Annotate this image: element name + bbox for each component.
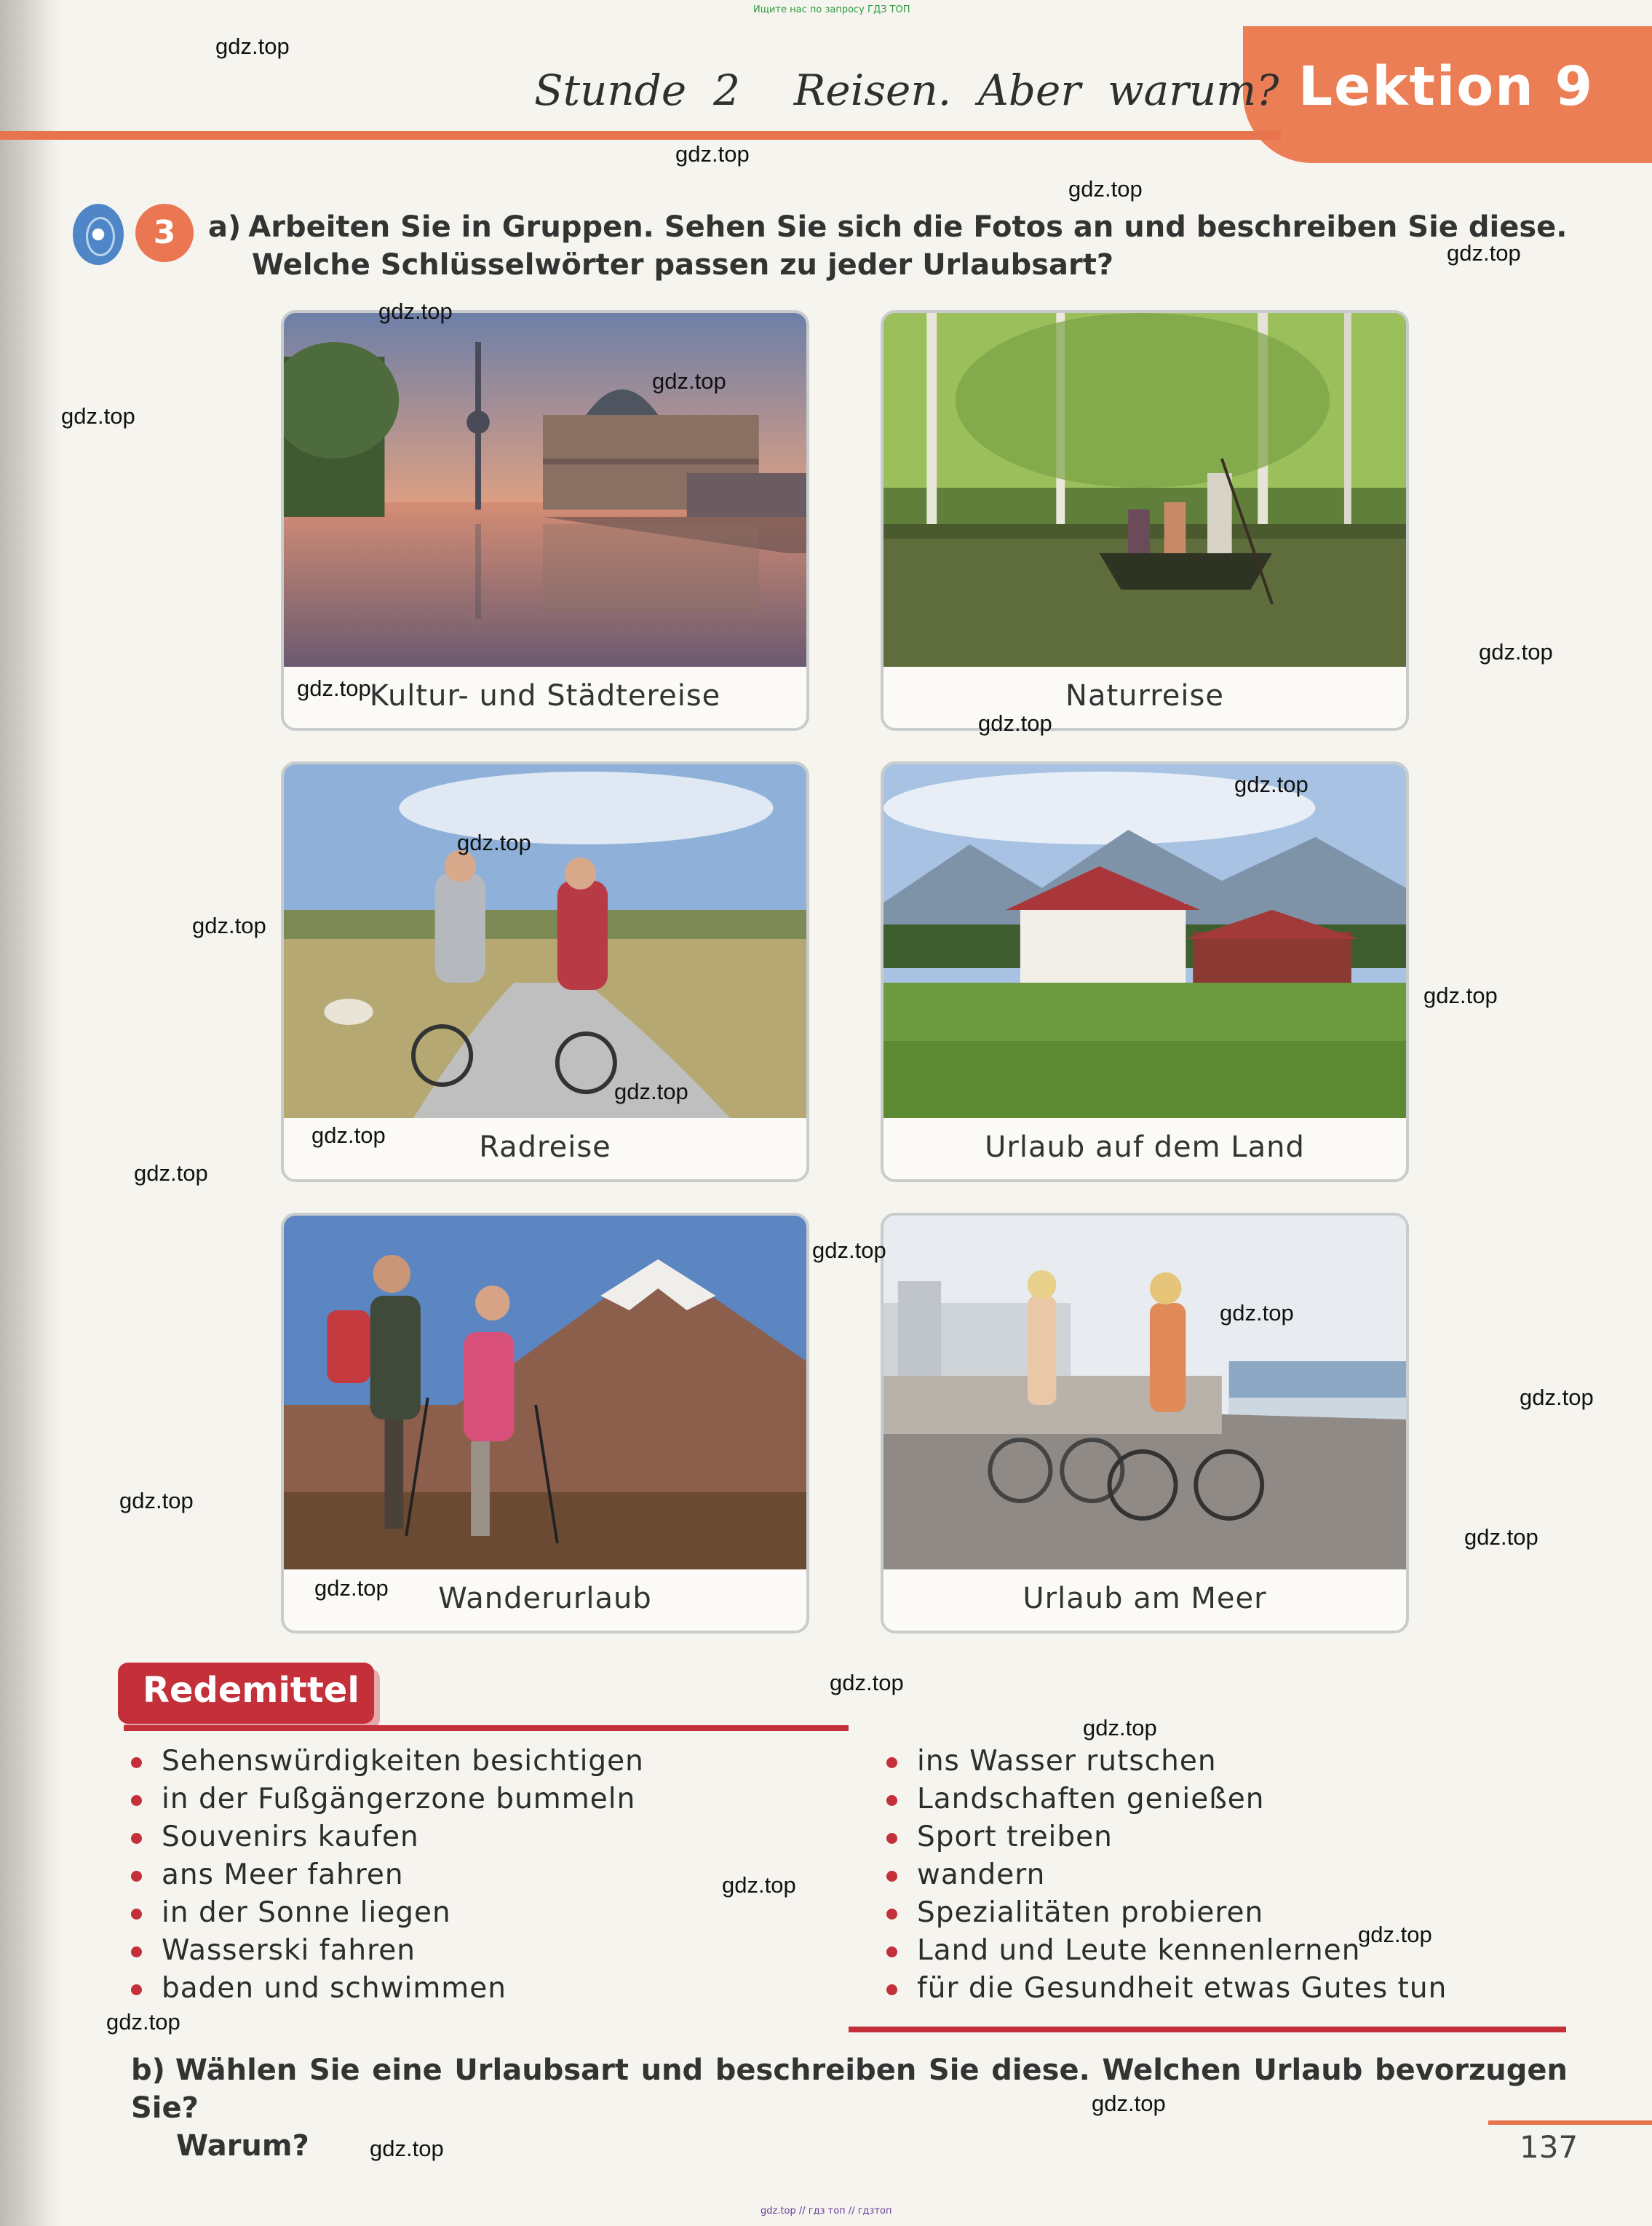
redemittel-header	[118, 1663, 374, 1724]
lesson-title: Lektion 9	[1298, 55, 1595, 118]
redemittel-rule-top	[124, 1725, 849, 1731]
watermark: gdz.top	[1358, 1922, 1432, 1947]
watermark: gdz.top	[1464, 1524, 1538, 1550]
redemittel-list-left	[131, 1743, 644, 2008]
watermark: gdz.top	[106, 2009, 180, 2035]
watermark: gdz.top	[215, 33, 290, 59]
card-caption-city: Kultur- und Städtereise	[369, 679, 721, 713]
watermark: gdz.top	[370, 2136, 444, 2161]
header-rule	[0, 131, 1281, 140]
photo-card-countryside	[881, 761, 1409, 1182]
list-item: ins Wasser rutschen	[886, 1743, 1447, 1781]
photo-card-cycling	[281, 761, 809, 1182]
list-item: wandern	[886, 1856, 1447, 1894]
card-caption-cycling: Radreise	[479, 1130, 611, 1164]
site-note-top: Ищите нас по запросу ГДЗ ТОП	[753, 4, 910, 15]
site-note-bottom: gdz.top // гдз топ // гдзтоп	[761, 2206, 892, 2217]
list-item: Sport treiben	[886, 1818, 1447, 1856]
watermark: gdz.top	[1234, 772, 1309, 797]
watermark: gdz.top	[378, 298, 453, 324]
task-b-instruction	[131, 2051, 1568, 2165]
photo-card-nature	[881, 310, 1409, 731]
page-title: Stunde 2 Reisen. Aber warum?	[534, 66, 1279, 115]
list-item: Landschaften genießen	[886, 1781, 1447, 1818]
watermark: gdz.top	[675, 141, 750, 167]
watermark: gdz.top	[119, 1488, 194, 1513]
list-item: Spezialitäten probieren	[886, 1894, 1447, 1932]
task-a-label: a)	[208, 210, 242, 244]
watermark: gdz.top	[457, 830, 531, 855]
photo-couple-hiking	[284, 1216, 806, 1569]
watermark: gdz.top	[830, 1670, 904, 1695]
watermark: gdz.top	[61, 403, 135, 429]
list-item: für die Gesundheit etwas Gutes tun	[886, 1970, 1447, 2008]
task-a-line2: Welche Schlüsselwörter passen zu jeder Urlaubsart?	[252, 248, 1114, 282]
watermark: gdz.top	[812, 1237, 886, 1263]
list-item: Sehenswürdigkeiten besichtigen	[131, 1743, 644, 1781]
redemittel-list-right	[886, 1743, 1447, 2008]
list-item: Land und Leute kennenlernen	[886, 1932, 1447, 1970]
photo-boat-in-forest	[883, 313, 1406, 667]
watermark: gdz.top	[978, 710, 1052, 736]
photo-card-city	[281, 310, 809, 731]
list-item: ans Meer fahren	[131, 1856, 644, 1894]
task-a-instruction	[208, 208, 1568, 284]
watermark: gdz.top	[1520, 1385, 1594, 1410]
watermark: gdz.top	[1220, 1300, 1294, 1326]
card-caption-countryside: Urlaub auf dem Land	[985, 1130, 1305, 1164]
watermark: gdz.top	[1423, 983, 1498, 1008]
page-number: 137	[1520, 2129, 1578, 2165]
watermark: gdz.top	[311, 1122, 386, 1148]
audio-cd-icon[interactable]	[73, 204, 124, 265]
photo-farmhouse-meadow	[883, 764, 1406, 1118]
list-item: in der Fußgängerzone bummeln	[131, 1781, 644, 1818]
redemittel-rule-bottom	[849, 2027, 1566, 2032]
list-item: Souvenirs kaufen	[131, 1818, 644, 1856]
redemittel-title: Redemittel	[143, 1670, 360, 1711]
photo-cycling-by-sea	[883, 1216, 1406, 1569]
task-b-line1: Wählen Sie eine Urlaubsart und beschreiben Sie diese. Welchen Urlaub bevorzugen Sie?	[131, 2053, 1568, 2125]
list-item: in der Sonne liegen	[131, 1894, 644, 1932]
card-caption-hiking: Wanderurlaub	[438, 1582, 652, 1615]
task-a-line1: Arbeiten Sie in Gruppen. Sehen Sie sich die Fotos an und beschreiben Sie diese.	[248, 210, 1568, 244]
watermark: gdz.top	[1092, 2091, 1166, 2116]
photo-couple-cycling	[284, 764, 806, 1118]
photo-card-hiking	[281, 1213, 809, 1633]
watermark: gdz.top	[134, 1160, 208, 1186]
list-item: Wasserski fahren	[131, 1932, 644, 1970]
lesson-tab	[1243, 26, 1652, 163]
task-b-line2: Warum?	[176, 2129, 309, 2163]
card-caption-nature: Naturreise	[1065, 679, 1224, 713]
watermark: gdz.top	[614, 1079, 688, 1104]
card-caption-sea: Urlaub am Meer	[1022, 1582, 1267, 1615]
list-item: baden und schwimmen	[131, 1970, 644, 2008]
photo-card-sea	[881, 1213, 1409, 1633]
photo-berlin-museum-island	[284, 313, 806, 667]
task-number-badge: 3	[135, 204, 194, 262]
watermark: gdz.top	[722, 1872, 796, 1898]
watermark: gdz.top	[1083, 1715, 1157, 1740]
watermark: gdz.top	[652, 368, 726, 394]
watermark: gdz.top	[297, 676, 371, 701]
watermark: gdz.top	[1447, 240, 1521, 266]
task-b-label: b)	[131, 2053, 165, 2087]
watermark: gdz.top	[314, 1575, 389, 1601]
watermark: gdz.top	[192, 913, 266, 938]
book-spine-shadow	[0, 0, 60, 2226]
page-number-rule	[1488, 2120, 1652, 2125]
watermark: gdz.top	[1068, 176, 1143, 202]
watermark: gdz.top	[1479, 639, 1553, 665]
